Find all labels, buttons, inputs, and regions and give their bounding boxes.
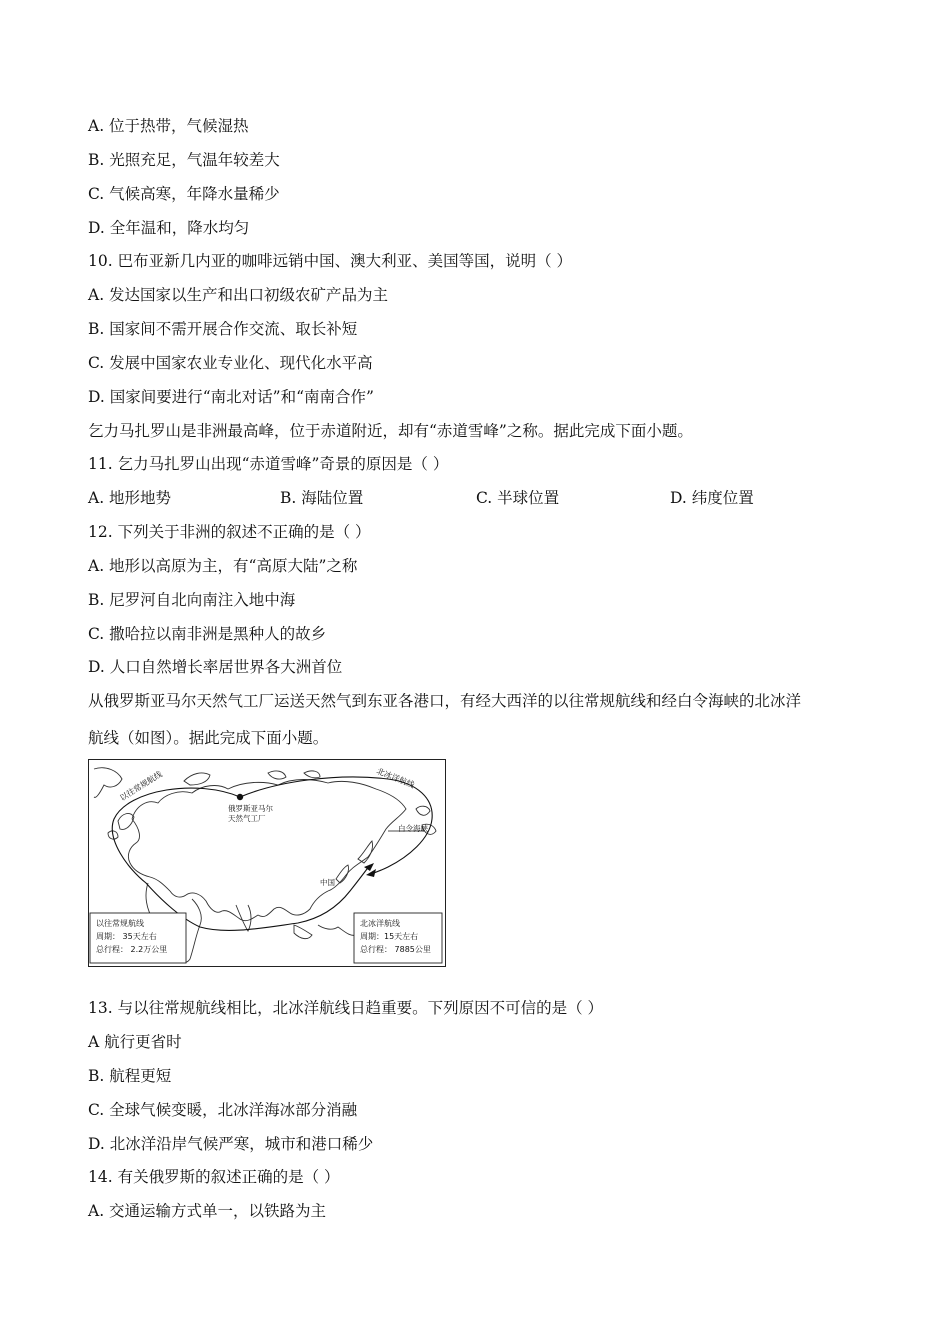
q12-option-b: B. 尼罗河自北向南注入地中海	[88, 591, 296, 609]
shipping-route-map	[88, 759, 446, 967]
q10-option-b: B. 国家间不需开展合作交流、取长补短	[88, 320, 358, 338]
label-factory-1: 俄罗斯亚马尔	[228, 804, 273, 813]
label-old-route: 以往常规航线	[118, 769, 164, 803]
q13-option-d: D. 北冰洋沿岸气候严寒，城市和港口稀少	[88, 1135, 374, 1153]
q9-option-a: A. 位于热带，气候湿热	[88, 117, 249, 135]
q14-option-a: A. 交通运输方式单一，以铁路为主	[88, 1202, 327, 1220]
kilimanjaro-intro: 乞力马扎罗山是非洲最高峰，位于赤道附近，却有“赤道雪峰”之称。据此完成下面小题。	[88, 422, 693, 440]
q12-stem: 12. 下列关于非洲的叙述不正确的是（ ）	[88, 523, 371, 541]
q10-option-d: D. 国家间要进行“南北对话”和“南南合作”	[88, 388, 374, 406]
q9-option-c: C. 气候高寒，年降水量稀少	[88, 185, 280, 203]
q13-option-a: A 航行更省时	[88, 1033, 182, 1051]
label-bering: 白令海峡	[398, 824, 428, 833]
q11-option-c: C. 半球位置	[476, 489, 560, 507]
q13-stem: 13. 与以往常规航线相比，北冰洋航线日趋重要。下列原因不可信的是（ ）	[88, 999, 604, 1017]
q10-option-a: A. 发达国家以生产和出口初级农矿产品为主	[88, 286, 389, 304]
q11-option-b: B. 海陆位置	[280, 489, 364, 507]
russia-intro-line2: 航线（如图）。据此完成下面小题。	[88, 729, 329, 747]
russia-intro-line1: 从俄罗斯亚马尔天然气工厂运送天然气到东亚各港口，有经大西洋的以往常规航线和经白令海峡的北冰洋	[88, 692, 802, 710]
legend-old-period: 周期： 35天左右	[96, 932, 157, 941]
legend-arctic-distance: 总行程： 7885公里	[360, 945, 431, 954]
label-factory-2: 天然气工厂	[228, 814, 266, 823]
q13-option-b: B. 航程更短	[88, 1067, 172, 1085]
q11-option-d: D. 纬度位置	[670, 489, 754, 507]
legend-old-distance: 总行程： 2.2万公里	[96, 945, 168, 954]
legend-old-title: 以往常规航线	[96, 919, 144, 928]
q12-option-c: C. 撒哈拉以南非洲是黑种人的故乡	[88, 625, 327, 643]
q9-option-d: D. 全年温和，降水均匀	[88, 219, 250, 237]
q12-option-a: A. 地形以高原为主，有“高原大陆”之称	[88, 557, 358, 575]
q10-stem: 10. 巴布亚新几内亚的咖啡远销中国、澳大利亚、美国等国，说明（ ）	[88, 252, 573, 270]
legend-arctic-period: 周期：15天左右	[360, 932, 419, 941]
q10-option-c: C. 发展中国家农业专业化、现代化水平高	[88, 354, 373, 372]
label-china: 中国	[320, 878, 335, 887]
q14-stem: 14. 有关俄罗斯的叙述正确的是（ ）	[88, 1168, 340, 1186]
label-arctic-route: 北冰洋航线	[375, 766, 416, 790]
legend-arctic-title: 北冰洋航线	[360, 919, 400, 928]
q9-option-b: B. 光照充足，气温年较差大	[88, 151, 280, 169]
q12-option-d: D. 人口自然增长率居世界各大洲首位	[88, 658, 343, 676]
q11-option-a: A. 地形地势	[88, 489, 172, 507]
q13-option-c: C. 全球气候变暖，北冰洋海冰部分消融	[88, 1101, 358, 1119]
factory-marker-icon	[237, 794, 243, 800]
q11-stem: 11. 乞力马扎罗山出现“赤道雪峰”奇景的原因是（ ）	[88, 455, 449, 473]
